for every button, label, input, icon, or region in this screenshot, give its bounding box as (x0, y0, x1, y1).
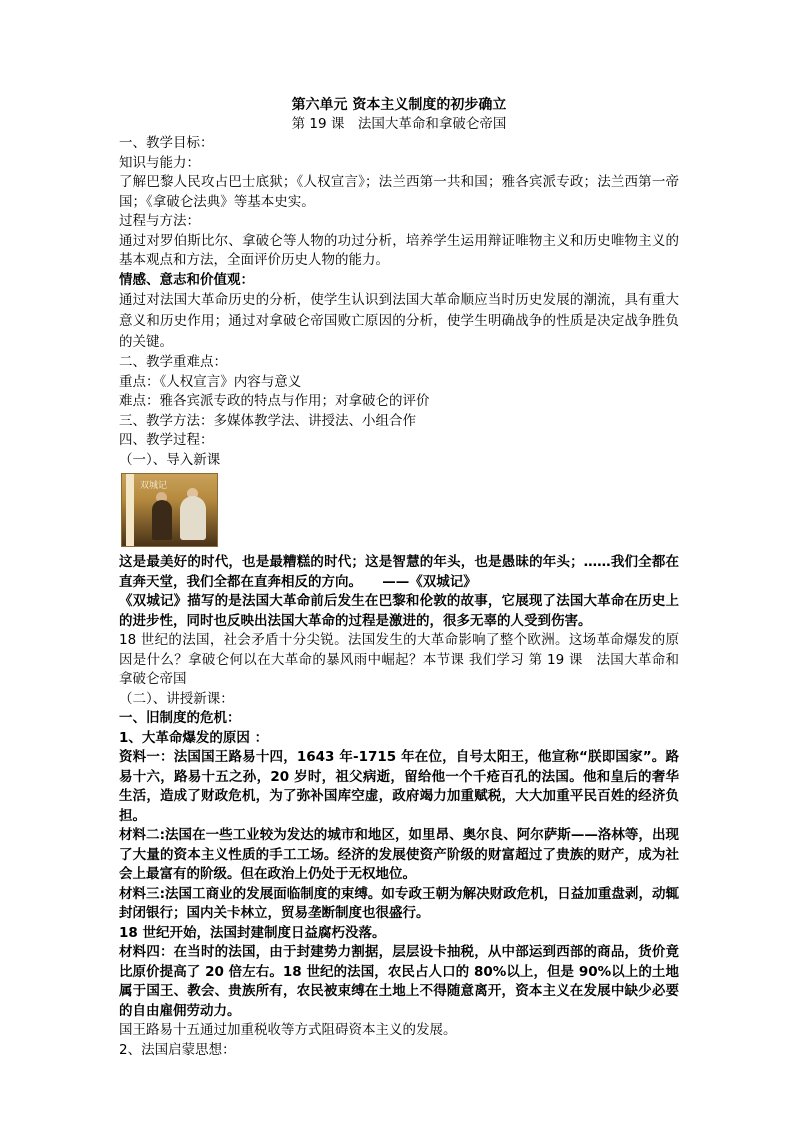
quote-paragraph: 这是最美好的时代，也是最糟糕的时代；这是智慧的年头，也是愚昧的年头；……我们全都在直奔天堂，我们全都在直奔相反的方向。 ——《双城记》 (119, 554, 679, 590)
subsection-lecture: （二）、讲授新课： (119, 690, 234, 707)
section-key-points: 二、教学重难点： (119, 354, 227, 370)
subheading-process: 过程与方法： (119, 213, 200, 229)
paragraph-book-intro: 《双城记》描写的是法国大革命前后发生在巴黎和伦敦的故事，它展现了法国大革命在历史上的进步性，同时也反映出法国大革命的过程是激进的，很多无辜的人受到伤害。 (119, 593, 679, 629)
feudal-decline: 18 世纪开始，法国封建制度日益腐朽没落。 (119, 924, 386, 941)
document-page (119, 96, 679, 1060)
key-point: 重点：《人权宣言》内容与意义 (119, 373, 302, 390)
heading-old-regime: 一、旧制度的危机： (119, 710, 241, 726)
material-two: 材料二:法国在一些工业较为发达的城市和地区，如里昂、奥尔良、阿尔萨斯——洛林等，出现了大量的资本主义性质的手工工场。经济的发展使资产阶级的财富超过了贵族的财产，成为社会上最富有的阶级。但在政治上仍处于无权地位。 (119, 827, 679, 882)
book-cover-image (121, 473, 218, 547)
lesson-title: 第 19 课 法国大革命和拿破仑帝国 (291, 116, 507, 132)
material-one: 资料一：法国国王路易十四，1643 年-1715 年在位，自号太阳王，他宣称“朕即国家”。路易十六，路易十五之孙，20 岁时，祖父病逝，留给他一个千疮百孔的法国。他和皇后的奢华生活，造成了财政危机，为了弥补国库空虚，政府竭力加重赋税，大大加重平民百姓的经济负担。 (119, 749, 679, 824)
conclusion-line: 国王路易十五通过加重税收等方式阻碍资本主义的发展。 (119, 1022, 457, 1038)
difficult-point: 难点：雅各宾派专政的特点与作用；对拿破仑的评价 (119, 393, 430, 409)
unit-title: 第六单元 资本主义制度的初步确立 (291, 97, 507, 113)
paragraph-lead-in: 18 世纪的法国，社会矛盾十分尖锐。法国发生的大革命影响了整个欧洲。这场革命爆发的原因是什么？拿破仑何以在大革命的暴风雨中崛起？本节课 我们学习 第 19 课 法国大革命和拿破仑帝国 (119, 632, 679, 687)
paragraph-process: 通过对罗伯斯比尔、拿破仑等人物的功过分析，培养学生运用辩证唯物主义和历史唯物主义的基本观点和方法，全面评价历史人物的能力。 (119, 232, 679, 268)
section-methods: 三、教学方法：多媒体教学法、讲授法、小组合作 (119, 412, 416, 429)
subheading-emotion: 情感、意志和价值观： (119, 271, 254, 288)
subheading-knowledge: 知识与能力： (119, 154, 200, 171)
material-four: 材料四：在当时的法国，由于封建势力割据，层层设卡抽税，从中部运到西部的商品，货价竟比原价提高了 20 倍左右。18 世纪的法国，农民占人口的 80%以上，但是 90%以上的土地属于国王、教会、贵族所有，农民被束缚在土地上不得随意离开，资本主义在发展中缺少必要的自由雇佣劳动力。 (119, 944, 679, 1019)
paragraph-knowledge: 了解巴黎人民攻占巴士底狱；《人权宣言》；法兰西第一共和国；雅各宾派专政；法兰西第一帝国；《拿破仑法典》等基本史实。 (119, 174, 679, 210)
section-process: 四、教学过程： (119, 432, 214, 448)
book-cover-title: 双城记 (140, 481, 168, 491)
subsection-intro: （一）、导入新课 (119, 451, 221, 468)
heading-causes: 1、大革命爆发的原因 ： (119, 729, 269, 746)
material-three: 材料三:法国工商业的发展面临制度的束缚。如专政王朝为解决财政危机，日益加重盘剥，动辄封闭银行；国内关卡林立，贸易垄断制度也很盛行。 (119, 885, 679, 921)
heading-enlightenment: 2、法国启蒙思想： (119, 1041, 236, 1058)
section-objectives: 一、教学目标： (119, 135, 214, 151)
paragraph-emotion: 通过对法国大革命历史的分析，使学生认识到法国大革命顺应当时历史发展的潮流，具有重大意义和历史作用；通过对拿破仑帝国败亡原因的分析，使学生明确战争的性质是决定战争胜负的关键。 (119, 292, 679, 350)
